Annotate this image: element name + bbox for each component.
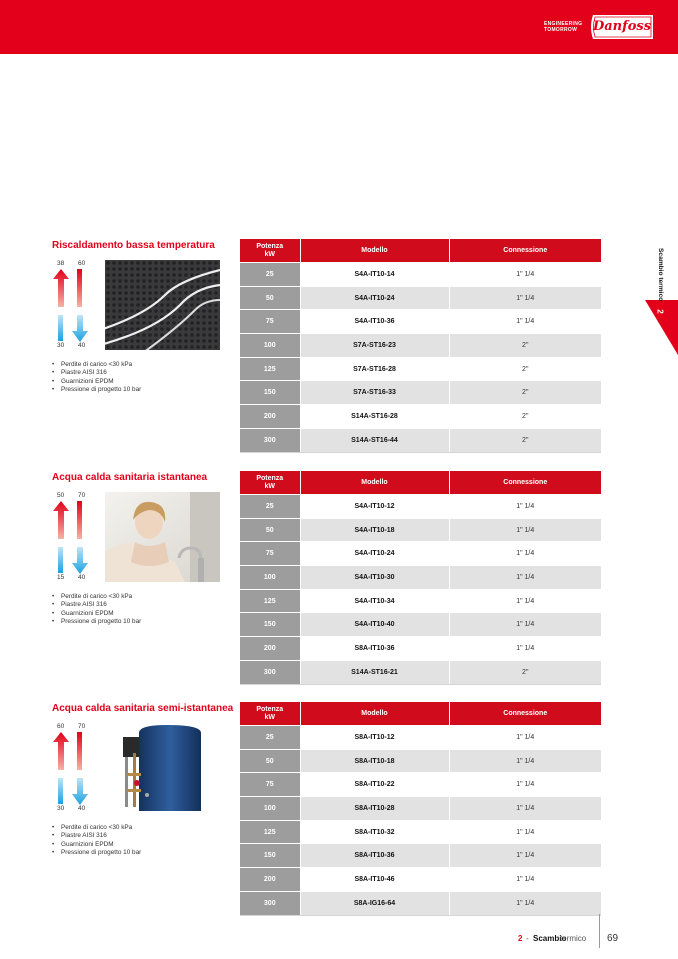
model-cell: S8A-IG16-64 — [300, 891, 449, 915]
power-cell: 25 — [240, 495, 300, 519]
connection-cell: 1" 1/4 — [449, 868, 601, 892]
spec-table — [240, 239, 601, 453]
model-cell: S8A-IT10-28 — [300, 797, 449, 821]
col-header-connection: Connessione — [449, 702, 601, 726]
table-row — [240, 542, 601, 566]
table-row — [240, 773, 601, 797]
table-row — [240, 263, 601, 287]
table-row — [240, 660, 601, 684]
model-cell: S14A-ST16-28 — [300, 405, 449, 429]
photo-storage-tank — [105, 723, 220, 813]
model-cell: S14A-ST16-21 — [300, 660, 449, 684]
table-row — [240, 844, 601, 868]
logo-text: Danfoss — [592, 19, 652, 34]
table-row — [240, 820, 601, 844]
tagline-line-1: ENGINEERING — [544, 21, 583, 27]
power-cell: 50 — [240, 286, 300, 310]
photo-underfloor-heating — [105, 260, 220, 350]
power-cell: 100 — [240, 797, 300, 821]
temp-label: 40 — [78, 574, 86, 581]
table-row — [240, 495, 601, 519]
model-cell: S4A-IT10-12 — [300, 495, 449, 519]
connection-cell: 1" 1/4 — [449, 310, 601, 334]
col-header-power: Potenza kW — [240, 471, 300, 495]
table-row — [240, 797, 601, 821]
col-header-power: Potenza kW — [240, 239, 300, 263]
chapter-number-text: 2 — [655, 309, 665, 314]
temp-label: 38 — [57, 260, 65, 267]
feature-item: • Guarnizioni EPDM — [52, 610, 141, 618]
footer-chapter-number: 2 — [518, 934, 523, 943]
temperature-arrows — [52, 267, 92, 343]
connection-cell: 1" 1/4 — [449, 263, 601, 287]
model-cell: S14A-ST16-44 — [300, 428, 449, 452]
connection-cell: 1" 1/4 — [449, 820, 601, 844]
temp-label: 40 — [78, 342, 86, 349]
temp-label: 30 — [57, 805, 65, 812]
table-row — [240, 868, 601, 892]
model-cell: S7A-ST16-28 — [300, 357, 449, 381]
connection-cell: 2" — [449, 357, 601, 381]
connection-cell: 1" 1/4 — [449, 495, 601, 519]
section-title: Acqua calda sanitaria semi-istantanea — [52, 703, 234, 714]
connection-cell: 1" 1/4 — [449, 891, 601, 915]
feature-item: • Pressione di progetto 10 bar — [52, 849, 141, 857]
col-header-connection: Connessione — [449, 471, 601, 495]
feature-item: • Guarnizioni EPDM — [52, 841, 141, 849]
temp-label: 40 — [78, 805, 86, 812]
feature-list — [52, 361, 141, 395]
chapter-label — [652, 248, 666, 300]
page-number: 69 — [607, 933, 619, 944]
table-row — [240, 749, 601, 773]
temp-label: 30 — [57, 342, 65, 349]
table-row — [240, 637, 601, 661]
feature-list — [52, 593, 141, 627]
model-cell: S8A-IT10-22 — [300, 773, 449, 797]
feature-item: • Pressione di progetto 10 bar — [52, 618, 141, 626]
temp-label: 70 — [78, 492, 86, 499]
power-cell: 200 — [240, 637, 300, 661]
connection-cell: 1" 1/4 — [449, 637, 601, 661]
photo-woman-at-sink — [105, 492, 220, 582]
feature-item: • Piastre AISI 316 — [52, 601, 141, 609]
connection-cell: 2" — [449, 660, 601, 684]
spec-table — [240, 702, 601, 916]
power-cell: 150 — [240, 844, 300, 868]
connection-cell: 2" — [449, 405, 601, 429]
power-cell: 200 — [240, 405, 300, 429]
temp-label: 50 — [57, 492, 65, 499]
feature-item: • Perdite di carico <30 kPa — [52, 593, 141, 601]
feature-item: • Perdite di carico <30 kPa — [52, 361, 141, 369]
connection-cell: 1" 1/4 — [449, 542, 601, 566]
table-row — [240, 518, 601, 542]
col-header-power: Potenza kW — [240, 702, 300, 726]
power-cell: 125 — [240, 820, 300, 844]
power-cell: 75 — [240, 773, 300, 797]
connection-cell: 2" — [449, 428, 601, 452]
feature-item: • Guarnizioni EPDM — [52, 378, 141, 386]
table-row — [240, 286, 601, 310]
table-row — [240, 613, 601, 637]
power-cell: 150 — [240, 613, 300, 637]
connection-cell: 1" 1/4 — [449, 286, 601, 310]
section-title: Riscaldamento bassa temperatura — [52, 240, 215, 251]
table-row — [240, 334, 601, 358]
temp-label: 60 — [57, 723, 65, 730]
model-cell: S4A-IT10-14 — [300, 263, 449, 287]
power-cell: 25 — [240, 726, 300, 750]
power-cell: 75 — [240, 310, 300, 334]
footer-chapter-bold: Scambio — [533, 934, 567, 943]
model-cell: S4A-IT10-34 — [300, 589, 449, 613]
connection-cell: 1" 1/4 — [449, 566, 601, 590]
model-cell: S8A-IT10-12 — [300, 726, 449, 750]
table-row — [240, 589, 601, 613]
connection-cell: 1" 1/4 — [449, 726, 601, 750]
connection-cell: 1" 1/4 — [449, 749, 601, 773]
table-row — [240, 726, 601, 750]
model-cell: S4A-IT10-24 — [300, 286, 449, 310]
model-cell: S8A-IT10-36 — [300, 637, 449, 661]
power-cell: 150 — [240, 381, 300, 405]
connection-cell: 1" 1/4 — [449, 518, 601, 542]
spec-table — [240, 471, 601, 685]
power-cell: 50 — [240, 749, 300, 773]
footer-separator — [599, 914, 600, 948]
power-cell: 100 — [240, 334, 300, 358]
col-header-model: Modello — [300, 702, 449, 726]
power-cell: 300 — [240, 428, 300, 452]
chapter-label-text: Scambio termico — [657, 248, 664, 302]
page-footer — [480, 933, 620, 947]
col-header-model: Modello — [300, 471, 449, 495]
header-bar — [0, 0, 678, 54]
table-row — [240, 357, 601, 381]
power-cell: 200 — [240, 868, 300, 892]
model-cell: S8A-IT10-46 — [300, 868, 449, 892]
power-cell: 300 — [240, 891, 300, 915]
power-cell: 75 — [240, 542, 300, 566]
footer-dash: - — [526, 934, 529, 943]
feature-item: • Piastre AISI 316 — [52, 369, 141, 377]
connection-cell: 2" — [449, 381, 601, 405]
table-row — [240, 891, 601, 915]
connection-cell: 1" 1/4 — [449, 844, 601, 868]
section-title: Acqua calda sanitaria istantanea — [52, 472, 208, 483]
model-cell: S4A-IT10-30 — [300, 566, 449, 590]
brand-tagline — [544, 21, 582, 33]
temperature-arrows — [52, 730, 92, 806]
model-cell: S8A-IT10-36 — [300, 844, 449, 868]
feature-item: • Piastre AISI 316 — [52, 832, 141, 840]
temperature-arrows — [52, 499, 92, 575]
danfoss-logo — [587, 12, 657, 42]
power-cell: 300 — [240, 660, 300, 684]
model-cell: S8A-IT10-18 — [300, 749, 449, 773]
model-cell: S4A-IT10-18 — [300, 518, 449, 542]
model-cell: S4A-IT10-24 — [300, 542, 449, 566]
connection-cell: 1" 1/4 — [449, 613, 601, 637]
feature-item: • Pressione di progetto 10 bar — [52, 386, 141, 394]
model-cell: S4A-IT10-36 — [300, 310, 449, 334]
connection-cell: 1" 1/4 — [449, 797, 601, 821]
power-cell: 125 — [240, 589, 300, 613]
tagline-line-2: TOMORROW — [544, 27, 578, 33]
footer-chapter-rest: termico — [560, 934, 587, 943]
table-row — [240, 405, 601, 429]
table-row — [240, 428, 601, 452]
chapter-number — [653, 307, 667, 319]
col-header-connection: Connessione — [449, 239, 601, 263]
temp-label: 70 — [78, 723, 86, 730]
connection-cell: 1" 1/4 — [449, 773, 601, 797]
power-cell: 50 — [240, 518, 300, 542]
feature-item: • Perdite di carico <30 kPa — [52, 824, 141, 832]
temp-label: 15 — [57, 574, 65, 581]
power-cell: 100 — [240, 566, 300, 590]
table-row — [240, 566, 601, 590]
model-cell: S7A-ST16-33 — [300, 381, 449, 405]
power-cell: 25 — [240, 263, 300, 287]
table-row — [240, 310, 601, 334]
connection-cell: 2" — [449, 334, 601, 358]
connection-cell: 1" 1/4 — [449, 589, 601, 613]
model-cell: S8A-IT10-32 — [300, 820, 449, 844]
power-cell: 125 — [240, 357, 300, 381]
model-cell: S4A-IT10-40 — [300, 613, 449, 637]
model-cell: S7A-ST16-23 — [300, 334, 449, 358]
temp-label: 60 — [78, 260, 86, 267]
feature-list — [52, 824, 141, 858]
col-header-model: Modello — [300, 239, 449, 263]
table-row — [240, 381, 601, 405]
